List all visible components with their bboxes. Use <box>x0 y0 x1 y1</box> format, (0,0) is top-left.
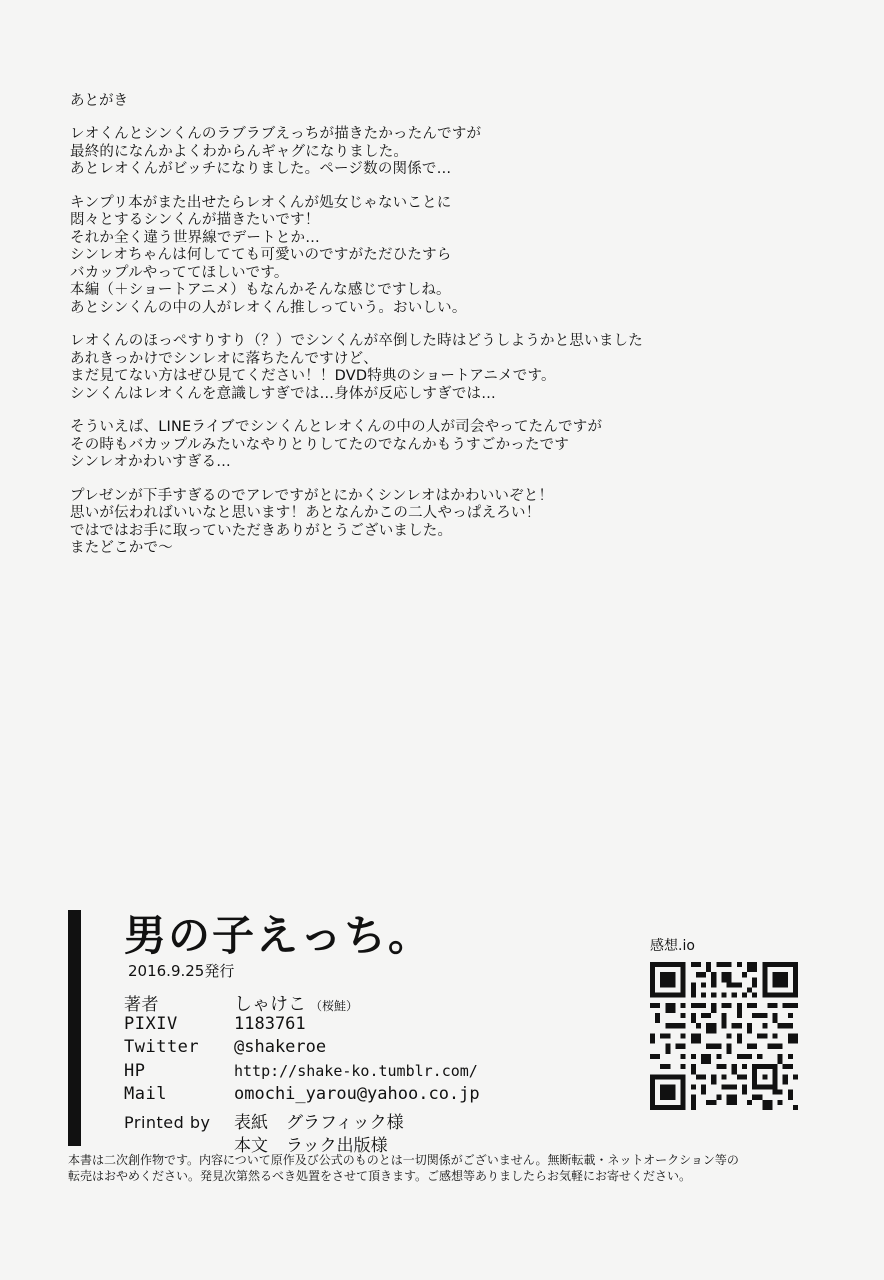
text-line: ではではお手に取っていただきありがとうございました。 <box>70 522 453 539</box>
text-line: キンプリ本がまた出せたらレオくんが処女じゃないことに <box>70 194 452 211</box>
twitter-handle: @shakeroe <box>234 1037 327 1057</box>
hp-label: HP <box>124 1060 146 1081</box>
cover-label: 表紙 <box>234 1112 268 1133</box>
mail-address: omochi_yarou@yahoo.co.jp <box>234 1084 480 1104</box>
text-line: プレゼンが下手すぎるのでアレですがとにかくシンレオはかわいいぞと！ <box>70 487 554 504</box>
pixiv-id: 1183761 <box>234 1013 306 1034</box>
text-line: その時もバカップルみたいなやりとりしてたのでなんかもうすごかったです <box>70 436 570 453</box>
cover-printer-name: グラフィック様 <box>286 1112 404 1133</box>
disclaimer <box>68 1152 828 1184</box>
text-line: 最終的になんかよくわからんギャグになりました。 <box>70 143 409 160</box>
text-line: あれきっかけでシンレオに落ちたんですけど、 <box>70 350 378 367</box>
afterword <box>70 92 810 574</box>
text-line: それか全く違う世界線でデートとか… <box>70 229 320 246</box>
pixiv-label: PIXIV <box>124 1013 178 1034</box>
qr-code-icon <box>650 962 798 1110</box>
twitter-row <box>124 1037 480 1061</box>
disclaimer-line: 転売はおやめください。発見次第然るべき処置をさせて頂きます。ご感想等ありましたらお気軽にお寄せください。 <box>68 1169 692 1183</box>
afterword-paragraph-5 <box>70 488 810 558</box>
cover-printer <box>234 1108 404 1133</box>
mail-label: Mail <box>124 1084 167 1104</box>
afterword-title: あとがき <box>70 93 128 109</box>
text-line: レオくんのほっぺすりすり（？）でシンくんが卒倒した時はどうしようかと思いました <box>70 333 643 349</box>
author-label: 著者 <box>124 995 159 1015</box>
printed-by-row <box>124 1108 480 1132</box>
qr-label: 感想.io <box>650 938 695 954</box>
publication-date: 2016.9.25発行 <box>128 962 235 980</box>
mail-row <box>124 1084 480 1108</box>
colophon-info <box>124 990 480 1155</box>
text-line: シンくんはレオくんを意識しすぎでは…身体が反応しすぎでは… <box>70 385 496 402</box>
text-line: またどこかで～ <box>70 540 173 556</box>
text-line: あとレオくんがビッチになりました。ページ数の関係で… <box>70 161 452 177</box>
author-row <box>124 990 480 1014</box>
author-value <box>234 990 358 1016</box>
text-line: シンレオかわいすぎる… <box>70 454 231 470</box>
text-line: 悶々とするシンくんが描きたいです！ <box>70 212 320 228</box>
afterword-paragraph-3 <box>70 333 810 403</box>
text-line: そういえば、LINEライブでシンくんとレオくんの中の人が司会やってたんですが <box>70 419 603 435</box>
hp-row <box>124 1061 480 1085</box>
body-printer-name: ラック出版様 <box>286 1136 388 1156</box>
author-name: しゃけこ <box>234 994 306 1015</box>
afterword-paragraph-4 <box>70 419 810 472</box>
afterword-paragraph-1 <box>70 126 810 179</box>
pixiv-row <box>124 1014 480 1038</box>
printed-by-label: Printed by <box>124 1112 211 1132</box>
author-alias: （桜鮭） <box>310 999 359 1013</box>
text-line: バカップルやっててほしいです。 <box>70 264 289 281</box>
colophon-side-bar <box>68 910 81 1146</box>
text-line: 本編（＋ショートアニメ）もなんかそんな感じですしね。 <box>70 282 451 298</box>
text-line: まだ見てない方はぜひ見てください！！DVD特典のショートアニメです。 <box>70 368 556 384</box>
afterword-paragraph-2 <box>70 195 810 318</box>
text-line: シンレオちゃんは何してても可愛いのですがただひたすら <box>70 247 452 263</box>
text-line: あとシンくんの中の人がレオくん推しっていう。おいしい。 <box>70 299 467 316</box>
body-label: 本文 <box>234 1136 268 1156</box>
text-line: 思いが伝わればいいなと思います！あとなんかこの二人やっぱえろい！ <box>70 505 541 521</box>
disclaimer-line: 本書は二次創作物です。内容について原作及び公式のものとは一切関係がございません。無断転載・ネットオークション等の <box>68 1153 739 1167</box>
text-line: レオくんとシンくんのラブラブえっちが描きたかったんですが <box>70 126 482 142</box>
twitter-label: Twitter <box>124 1037 200 1057</box>
book-title: 男の子えっち。 <box>124 911 433 960</box>
body-printer-row <box>124 1131 480 1155</box>
hp-url: http://shake-ko.tumblr.com/ <box>234 1061 478 1080</box>
